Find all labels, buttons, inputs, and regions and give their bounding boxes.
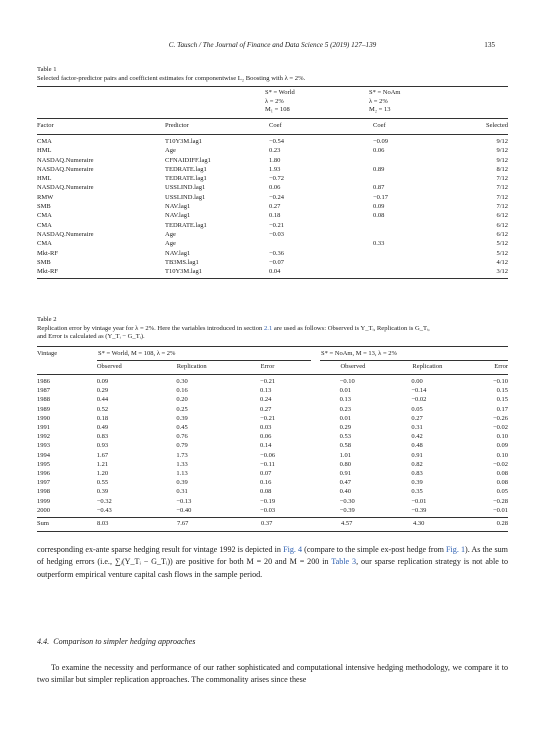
table2-cell-vintage: 1991 xyxy=(37,424,50,432)
table2-cell-observed-world: 0.18 xyxy=(96,414,109,422)
table2-row xyxy=(37,423,508,432)
table1-cell-factor: Mkt-RF xyxy=(37,249,58,257)
table1-caption xyxy=(37,66,508,83)
fig4-link[interactable]: Fig. 4 xyxy=(283,545,303,554)
table2-cell-vintage: 1992 xyxy=(37,433,50,441)
table2-cell-replication-world: 0.39 xyxy=(176,479,188,487)
table1-cell-coef-noam: −0.17 xyxy=(373,193,389,201)
table2-cell-error-noam: −0.28 xyxy=(492,497,508,505)
table2-subhead-blank xyxy=(37,362,97,371)
table2-group-world: S* = World, M = 108, λ = 2% xyxy=(98,350,176,357)
table1-cell-factor: NASDAQ.Numeraire xyxy=(37,156,94,164)
table2-cell-error-noam: −0.02 xyxy=(492,424,508,432)
table1-cell-coef-noam xyxy=(373,267,473,276)
table1-cell-coef-noam xyxy=(373,221,473,230)
table2-cell-replication-world: 1.73 xyxy=(176,451,188,459)
table2-sum-error-world: 0.37 xyxy=(261,520,273,527)
table1-cell-coef-world: −0.21 xyxy=(269,221,285,229)
table1-row xyxy=(37,258,508,267)
table2-cell-error-world: −0.11 xyxy=(260,460,275,468)
table1-subheader-rule xyxy=(37,134,508,135)
table2-cell-error-world: 0.14 xyxy=(260,442,272,450)
table1-cell-factor: RMW xyxy=(37,193,54,201)
table2-cell-observed-world: −0.43 xyxy=(96,506,112,514)
table1-cell-factor: CMA xyxy=(37,138,52,145)
table2-cell-error-noam: 0.10 xyxy=(496,433,508,441)
paragraph1-part2: (compare to the simple ex-post hedge from xyxy=(302,545,447,554)
table2-cell-vintage: 1996 xyxy=(37,470,50,478)
table1-cell-coef-noam: −0.09 xyxy=(373,138,389,145)
table2-cell-observed-noam: 0.13 xyxy=(339,396,352,404)
table1-cell-coef-noam xyxy=(373,174,473,183)
table1-cell-coef-world xyxy=(269,239,373,248)
table1-cell-predictor: NAV.lag1 xyxy=(165,249,191,257)
table2-cell-replication-noam: 0.39 xyxy=(411,479,423,487)
table1-row xyxy=(37,230,508,239)
table1-world-m: M₁ = 108 xyxy=(265,106,290,114)
table2-cell-observed-noam: −0.39 xyxy=(339,506,355,514)
table2-cell-observed-world: 0.49 xyxy=(96,424,109,432)
table2-cell-error-world: 0.16 xyxy=(260,479,272,487)
table1-bottom-rule xyxy=(37,278,508,279)
table2-bottom-rule xyxy=(37,531,508,532)
table2-cell-replication-world: 0.31 xyxy=(176,488,188,496)
table1-cell-predictor: TB3MS.lag1 xyxy=(165,258,199,266)
table1-cell-factor: SMB xyxy=(37,203,51,211)
table2-cell-error-noam: −0.02 xyxy=(492,460,508,468)
table2-subheader-rule xyxy=(37,374,508,375)
table2-col-vintage: Vintage xyxy=(37,350,58,357)
table2-cell-error-noam: 0.08 xyxy=(496,470,508,478)
table1-cell-factor: SMB xyxy=(37,258,51,266)
table1-cell-coef-noam: 0.33 xyxy=(373,240,385,248)
table2-cell-error-world: −0.03 xyxy=(260,506,276,514)
table2-world-group-rule xyxy=(97,360,311,361)
table1-col-selected: Selected xyxy=(485,122,508,129)
paragraph1-part1: corresponding ex-ante sparse hedging result for vintage 1992 is depicted in xyxy=(37,545,284,554)
table2-row xyxy=(37,405,508,414)
table1-cell-predictor: TEDRATE.lag1 xyxy=(165,175,207,183)
table2-cell-error-world: 0.07 xyxy=(260,470,272,478)
table1-cell-selected: 7/12 xyxy=(496,175,508,183)
table1-col-factor: Factor xyxy=(37,122,54,129)
table2-top-rule xyxy=(37,346,508,347)
table1-row xyxy=(37,174,508,183)
table1-cell-coef-world: 0.27 xyxy=(269,203,281,211)
table2-cell-replication-world: 1.13 xyxy=(176,470,188,478)
table2-cell-observed-noam: 0.01 xyxy=(339,387,352,395)
section-title: Comparison to simpler hedging approaches xyxy=(53,637,196,646)
table2-cell-replication-noam: 0.05 xyxy=(411,405,423,413)
table2-cell-replication-noam: 0.48 xyxy=(411,442,423,450)
table1-row xyxy=(37,211,508,220)
table1-cell-predictor: TEDRATE.lag1 xyxy=(165,221,207,229)
paragraph1-part3: ). As the sum of hedging errors (i.e., ∑ᵢ(Y_Tᵢ − G_Tᵢ)) are positive for both M = 20 and M = 200 in xyxy=(37,545,508,567)
table2-cell-replication-noam: 0.35 xyxy=(411,488,423,496)
table1-cell-predictor: Age xyxy=(165,240,176,248)
table2-cell-replication-world: 0.16 xyxy=(176,387,188,395)
table2-cell-error-world: −0.21 xyxy=(260,414,276,422)
table2-cell-replication-noam: 0.27 xyxy=(411,414,423,422)
table2-cell-observed-noam: 0.91 xyxy=(339,470,352,478)
table2-cell-error-noam: 0.09 xyxy=(496,442,508,450)
table2-cell-error-world: −0.19 xyxy=(260,497,276,505)
table1-cell-selected: 7/12 xyxy=(496,203,508,211)
table1-cell-coef-world: −0.36 xyxy=(269,249,285,257)
table2-cell-vintage: 2000 xyxy=(37,506,50,514)
table2-sum-replication-noam: 4.30 xyxy=(413,520,425,527)
table1-row xyxy=(37,202,508,211)
table2-cell-error-world: 0.13 xyxy=(260,387,272,395)
journal-citation: C. Tausch / The Journal of Finance and Data Science 5 (2019) 127–139 xyxy=(168,41,377,49)
table2-cell-vintage: 1995 xyxy=(37,460,50,468)
table1-noam-m: M₂ = 13 xyxy=(369,106,391,114)
table2-cell-error-noam: −0.10 xyxy=(492,378,508,385)
table1-cell-coef-world: −0.54 xyxy=(269,138,285,145)
table2-cell-vintage: 1988 xyxy=(37,396,50,404)
table1-cell-coef-noam xyxy=(373,156,473,165)
table1-cell-coef-noam xyxy=(373,258,473,267)
section-heading xyxy=(37,637,195,646)
table2-cell-replication-world: −0.40 xyxy=(176,506,192,514)
table1-row xyxy=(37,249,508,258)
table1-cell-predictor: NAV.lag1 xyxy=(165,212,191,220)
table2-cell-observed-world: −0.32 xyxy=(96,497,112,505)
table1-cell-coef-world: −0.07 xyxy=(269,258,285,266)
table1-cell-selected: 4/12 xyxy=(496,258,508,266)
table1-cell-coef-world: 0.04 xyxy=(269,268,281,276)
table2-caption-part1: Replication error by vintage year for λ = 2%. Here the variables introduced in section xyxy=(37,324,264,332)
table2-cell-error-noam: 0.10 xyxy=(496,451,508,459)
table2-sum-rule xyxy=(37,517,508,518)
table2-subhead-error-world: Error xyxy=(260,363,275,370)
table1-col-predictor: Predictor xyxy=(165,122,189,129)
table2-subhead-observed-world: Observed xyxy=(96,363,122,370)
table2-cell-vintage: 1987 xyxy=(37,387,50,395)
table1-row xyxy=(37,156,508,165)
table1-row xyxy=(37,137,508,146)
table1-body xyxy=(37,137,508,276)
table2-row xyxy=(37,487,508,496)
table1-cell-factor: HML xyxy=(37,175,52,183)
section-2-1-link[interactable]: 2.1 xyxy=(264,324,273,332)
table1-cell-coef-noam: 0.08 xyxy=(373,212,385,220)
table2-row xyxy=(37,460,508,469)
table1-cell-selected: 9/12 xyxy=(496,138,508,145)
table2-cell-observed-noam: 0.53 xyxy=(339,433,352,441)
table1-cell-selected: 9/12 xyxy=(496,156,508,164)
table1-cell-selected: 7/12 xyxy=(496,184,508,192)
paragraph-comparison: To examine the necessity and performance of our rather sophisticated and computational intensive hedging methodology, we compare it to two similar but simpler replication approaches. The commonality arises since these xyxy=(37,663,508,685)
table2-group-noam: S* = NoAm, M = 13, λ = 2% xyxy=(321,350,397,357)
table1-cell-factor: CMA xyxy=(37,240,52,248)
table2-cell-vintage: 1997 xyxy=(37,479,50,487)
table2-cell-vintage: 1999 xyxy=(37,497,50,505)
table2-cell-error-world: 0.03 xyxy=(260,424,272,432)
table1-row xyxy=(37,221,508,230)
table2-cell-error-world: 0.06 xyxy=(260,433,272,441)
table2-cell-observed-noam: 0.01 xyxy=(339,414,352,422)
page-number: 135 xyxy=(484,41,495,49)
table2-cell-vintage: 1989 xyxy=(37,405,50,413)
table2-caption-line2: and Error is calculated as (Y_Tᵢ − G_Tᵢ). xyxy=(37,333,145,341)
table2-sum-observed-noam: 4.57 xyxy=(341,520,353,527)
table1-cell-coef-world: −0.24 xyxy=(269,193,285,201)
table2-cell-replication-noam: −0.01 xyxy=(411,497,427,505)
table2-cell-replication-noam: 0.00 xyxy=(411,378,423,385)
table1-cell-predictor: TEDRATE.lag1 xyxy=(165,165,207,173)
table1-cell-selected: 3/12 xyxy=(496,268,508,276)
table2-sum-row xyxy=(37,519,508,528)
table2-cell-observed-world: 0.52 xyxy=(96,405,109,413)
table2-sum-error-noam: 0.28 xyxy=(496,520,508,527)
table1-cell-factor: NASDAQ.Numeraire xyxy=(37,184,94,192)
table2-cell-vintage: 1986 xyxy=(37,378,50,385)
table2-cell-error-world: −0.21 xyxy=(260,378,276,385)
table3-link[interactable]: Table 3 xyxy=(331,557,357,567)
table1-cell-selected: 6/12 xyxy=(496,212,508,220)
table1-row xyxy=(37,165,508,174)
table2-cell-observed-world: 0.55 xyxy=(96,479,109,487)
table2-cell-observed-noam: 0.47 xyxy=(339,479,352,487)
table1-noam-lambda: λ = 2% xyxy=(369,97,388,105)
table2-cell-observed-world: 0.09 xyxy=(96,378,109,385)
table1-cell-coef-world: 0.18 xyxy=(269,212,281,220)
table1-cell-coef-world: −0.03 xyxy=(269,230,285,238)
table2-cell-replication-noam: −0.14 xyxy=(411,387,427,395)
table2-cell-replication-noam: −0.02 xyxy=(411,396,427,404)
table1-cell-selected: 7/12 xyxy=(496,193,508,201)
table2-cell-observed-world: 0.93 xyxy=(96,442,109,450)
table1-group-world xyxy=(265,89,295,115)
table2-cell-vintage: 1990 xyxy=(37,414,50,422)
table2-cell-replication-world: 0.45 xyxy=(176,424,188,432)
table2-cell-error-world: 0.24 xyxy=(260,396,272,404)
table2-sum-observed-world: 8.03 xyxy=(97,520,109,527)
table2-cell-error-noam: 0.15 xyxy=(496,387,508,395)
table2-cell-observed-noam: 1.01 xyxy=(339,451,352,459)
table1-top-rule xyxy=(37,86,508,87)
table1-cell-coef-noam xyxy=(373,249,473,258)
table1-cell-coef-noam xyxy=(373,230,473,239)
table2-cell-observed-world: 0.29 xyxy=(96,387,109,395)
table1-cell-selected: 9/12 xyxy=(496,147,508,155)
table2-cell-error-noam: 0.08 xyxy=(496,479,508,487)
table1-cell-predictor: Age xyxy=(165,230,176,238)
table2-subhead-observed-noam: Observed xyxy=(340,363,366,370)
table1-cell-factor: NASDAQ.Numeraire xyxy=(37,230,94,238)
table2-row xyxy=(37,451,508,460)
table2-cell-replication-noam: 0.42 xyxy=(411,433,423,441)
table2-noam-group-rule xyxy=(320,360,508,361)
table2-cell-observed-world: 0.39 xyxy=(96,488,109,496)
table2-subhead-replication-world: Replication xyxy=(176,363,207,370)
table1-col-coef-world: Coef xyxy=(269,122,282,129)
table2-cell-vintage: 1993 xyxy=(37,442,50,450)
table2-cell-error-noam: −0.26 xyxy=(492,414,508,422)
table2-cell-replication-world: −0.13 xyxy=(176,497,192,505)
table1-row xyxy=(37,193,508,202)
fig1-link[interactable]: Fig. 1 xyxy=(446,545,466,554)
table2-cell-replication-noam: 0.91 xyxy=(411,451,423,459)
table1-header-rule xyxy=(37,118,508,119)
paragraph1-part4: , our sparse replication strategy is not able to outperform empirical venture capital cash flows in the sample period. xyxy=(37,557,508,579)
section-number: 4.4. xyxy=(37,637,50,646)
table1-cell-predictor: USSLIND.lag1 xyxy=(165,193,206,201)
table2-cell-replication-world: 0.30 xyxy=(176,378,188,385)
table1-cell-coef-world: 1.80 xyxy=(269,156,281,164)
table2-caption-part2: are used as follows: Observed is Y_Tᵢ, Replication is G_Tᵢ, xyxy=(272,324,430,332)
table1-cell-factor: Mkt-RF xyxy=(37,268,58,276)
table2-cell-replication-noam: 0.82 xyxy=(411,460,423,468)
table1-row xyxy=(37,239,508,248)
paragraph-hedging-result xyxy=(37,544,508,581)
table1-cell-predictor: T10Y3M.lag1 xyxy=(165,138,203,145)
table2-cell-observed-noam: 0.29 xyxy=(339,424,352,432)
table2-row xyxy=(37,395,508,404)
table2-cell-error-noam: −0.01 xyxy=(492,506,508,514)
table2-cell-replication-world: 0.39 xyxy=(176,414,188,422)
table2-row xyxy=(37,469,508,478)
table2-caption-line1 xyxy=(37,325,508,334)
table2-row xyxy=(37,386,508,395)
table1-noam-region: S* = NoAm xyxy=(369,89,401,96)
table2-row xyxy=(37,414,508,423)
table2-cell-observed-world: 1.67 xyxy=(96,451,109,459)
table1-cell-factor: CMA xyxy=(37,212,52,220)
table2-row xyxy=(37,478,508,487)
table2-cell-observed-noam: −0.30 xyxy=(339,497,355,505)
table2-cell-error-world: 0.27 xyxy=(260,405,272,413)
table1-cell-predictor: NAV.lag1 xyxy=(165,203,191,211)
table2-cell-observed-world: 1.21 xyxy=(96,460,109,468)
table1-cell-factor: NASDAQ.Numeraire xyxy=(37,165,94,173)
table2-cell-vintage: 1998 xyxy=(37,488,50,496)
table1-world-region: S* = World xyxy=(265,89,295,96)
table2-cell-error-noam: 0.05 xyxy=(496,488,508,496)
table1-cell-selected: 5/12 xyxy=(496,240,508,248)
table2-label: Table 2 xyxy=(37,316,57,323)
table2-sum-replication-world: 7.67 xyxy=(177,520,189,527)
table1-cell-coef-noam: 0.06 xyxy=(373,147,385,155)
table1-col-coef-noam: Coef xyxy=(373,122,386,129)
table1-cell-coef-noam: 0.89 xyxy=(373,165,385,173)
table1-cell-selected: 6/12 xyxy=(496,221,508,229)
table2-sum-label: Sum xyxy=(37,520,49,527)
table2-row xyxy=(37,497,508,506)
table2-cell-replication-world: 0.79 xyxy=(176,442,188,450)
table2-cell-observed-noam: 0.80 xyxy=(339,460,352,468)
table1-cell-predictor: USSLIND.lag1 xyxy=(165,184,206,192)
table1-header-row xyxy=(37,121,508,130)
table1-cell-coef-world: 0.06 xyxy=(269,184,281,192)
table1-cell-coef-world: 0.23 xyxy=(269,147,281,155)
table2-cell-observed-noam: 0.40 xyxy=(339,488,352,496)
table1-cell-factor: CMA xyxy=(37,221,52,229)
table1-row xyxy=(37,183,508,192)
table2-caption xyxy=(37,316,508,342)
table2-row xyxy=(37,441,508,450)
table1-world-lambda: λ = 2% xyxy=(265,97,284,105)
table1-cell-selected: 5/12 xyxy=(496,249,508,257)
table2-cell-observed-noam: −0.10 xyxy=(339,378,355,385)
table2-row xyxy=(37,506,508,515)
table2-cell-observed-noam: 0.58 xyxy=(339,442,352,450)
table2-cell-replication-noam: 0.31 xyxy=(411,424,423,432)
table1-cell-coef-noam: 0.87 xyxy=(373,184,385,192)
table2-cell-observed-noam: 0.23 xyxy=(339,405,352,413)
table1-cell-selected: 6/12 xyxy=(496,230,508,238)
table2-row xyxy=(37,377,508,386)
table2-cell-observed-world: 1.20 xyxy=(96,470,109,478)
table2-cell-replication-world: 0.25 xyxy=(176,405,188,413)
table2-body xyxy=(37,377,508,515)
table1-cell-predictor: CFNAIDIFF.lag1 xyxy=(165,156,211,164)
table2-subheader-row xyxy=(37,362,508,371)
table2-subhead-replication-noam: Replication xyxy=(412,363,443,370)
table1-cell-coef-noam: 0.09 xyxy=(373,203,385,211)
table1-cell-coef-world: 1.93 xyxy=(269,165,281,173)
table1-label: Table 1 xyxy=(37,66,57,73)
table1-group-noam xyxy=(369,89,400,115)
table2-subhead-error-noam: Error xyxy=(494,363,508,370)
table1-cell-factor: HML xyxy=(37,147,52,155)
table1-row xyxy=(37,146,508,155)
table2-cell-observed-world: 0.83 xyxy=(96,433,109,441)
table2-row xyxy=(37,432,508,441)
table1-cell-coef-world: −0.72 xyxy=(269,175,285,183)
table2-cell-observed-world: 0.44 xyxy=(96,396,109,404)
table2-cell-replication-world: 0.76 xyxy=(176,433,188,441)
table1-caption-text: Selected factor-predictor pairs and coefficient estimates for componentwise L₂ Boosting with λ = 2%. xyxy=(37,74,306,82)
table1-cell-selected: 8/12 xyxy=(496,165,508,173)
table2-cell-replication-world: 1.33 xyxy=(176,460,188,468)
table2-cell-error-noam: 0.17 xyxy=(496,405,508,413)
table1-cell-predictor: T10Y3M.lag1 xyxy=(165,268,203,276)
table2-cell-replication-noam: −0.39 xyxy=(411,506,427,514)
table2-cell-error-world: 0.08 xyxy=(260,488,272,496)
table2-cell-vintage: 1994 xyxy=(37,451,50,459)
table1-row xyxy=(37,267,508,276)
running-header xyxy=(0,41,545,53)
table2-cell-error-noam: 0.15 xyxy=(496,396,508,404)
table1-cell-predictor: Age xyxy=(165,147,176,155)
table2-cell-replication-noam: 0.83 xyxy=(411,470,423,478)
table2-cell-replication-world: 0.20 xyxy=(176,396,188,404)
table2-cell-error-world: −0.06 xyxy=(260,451,276,459)
